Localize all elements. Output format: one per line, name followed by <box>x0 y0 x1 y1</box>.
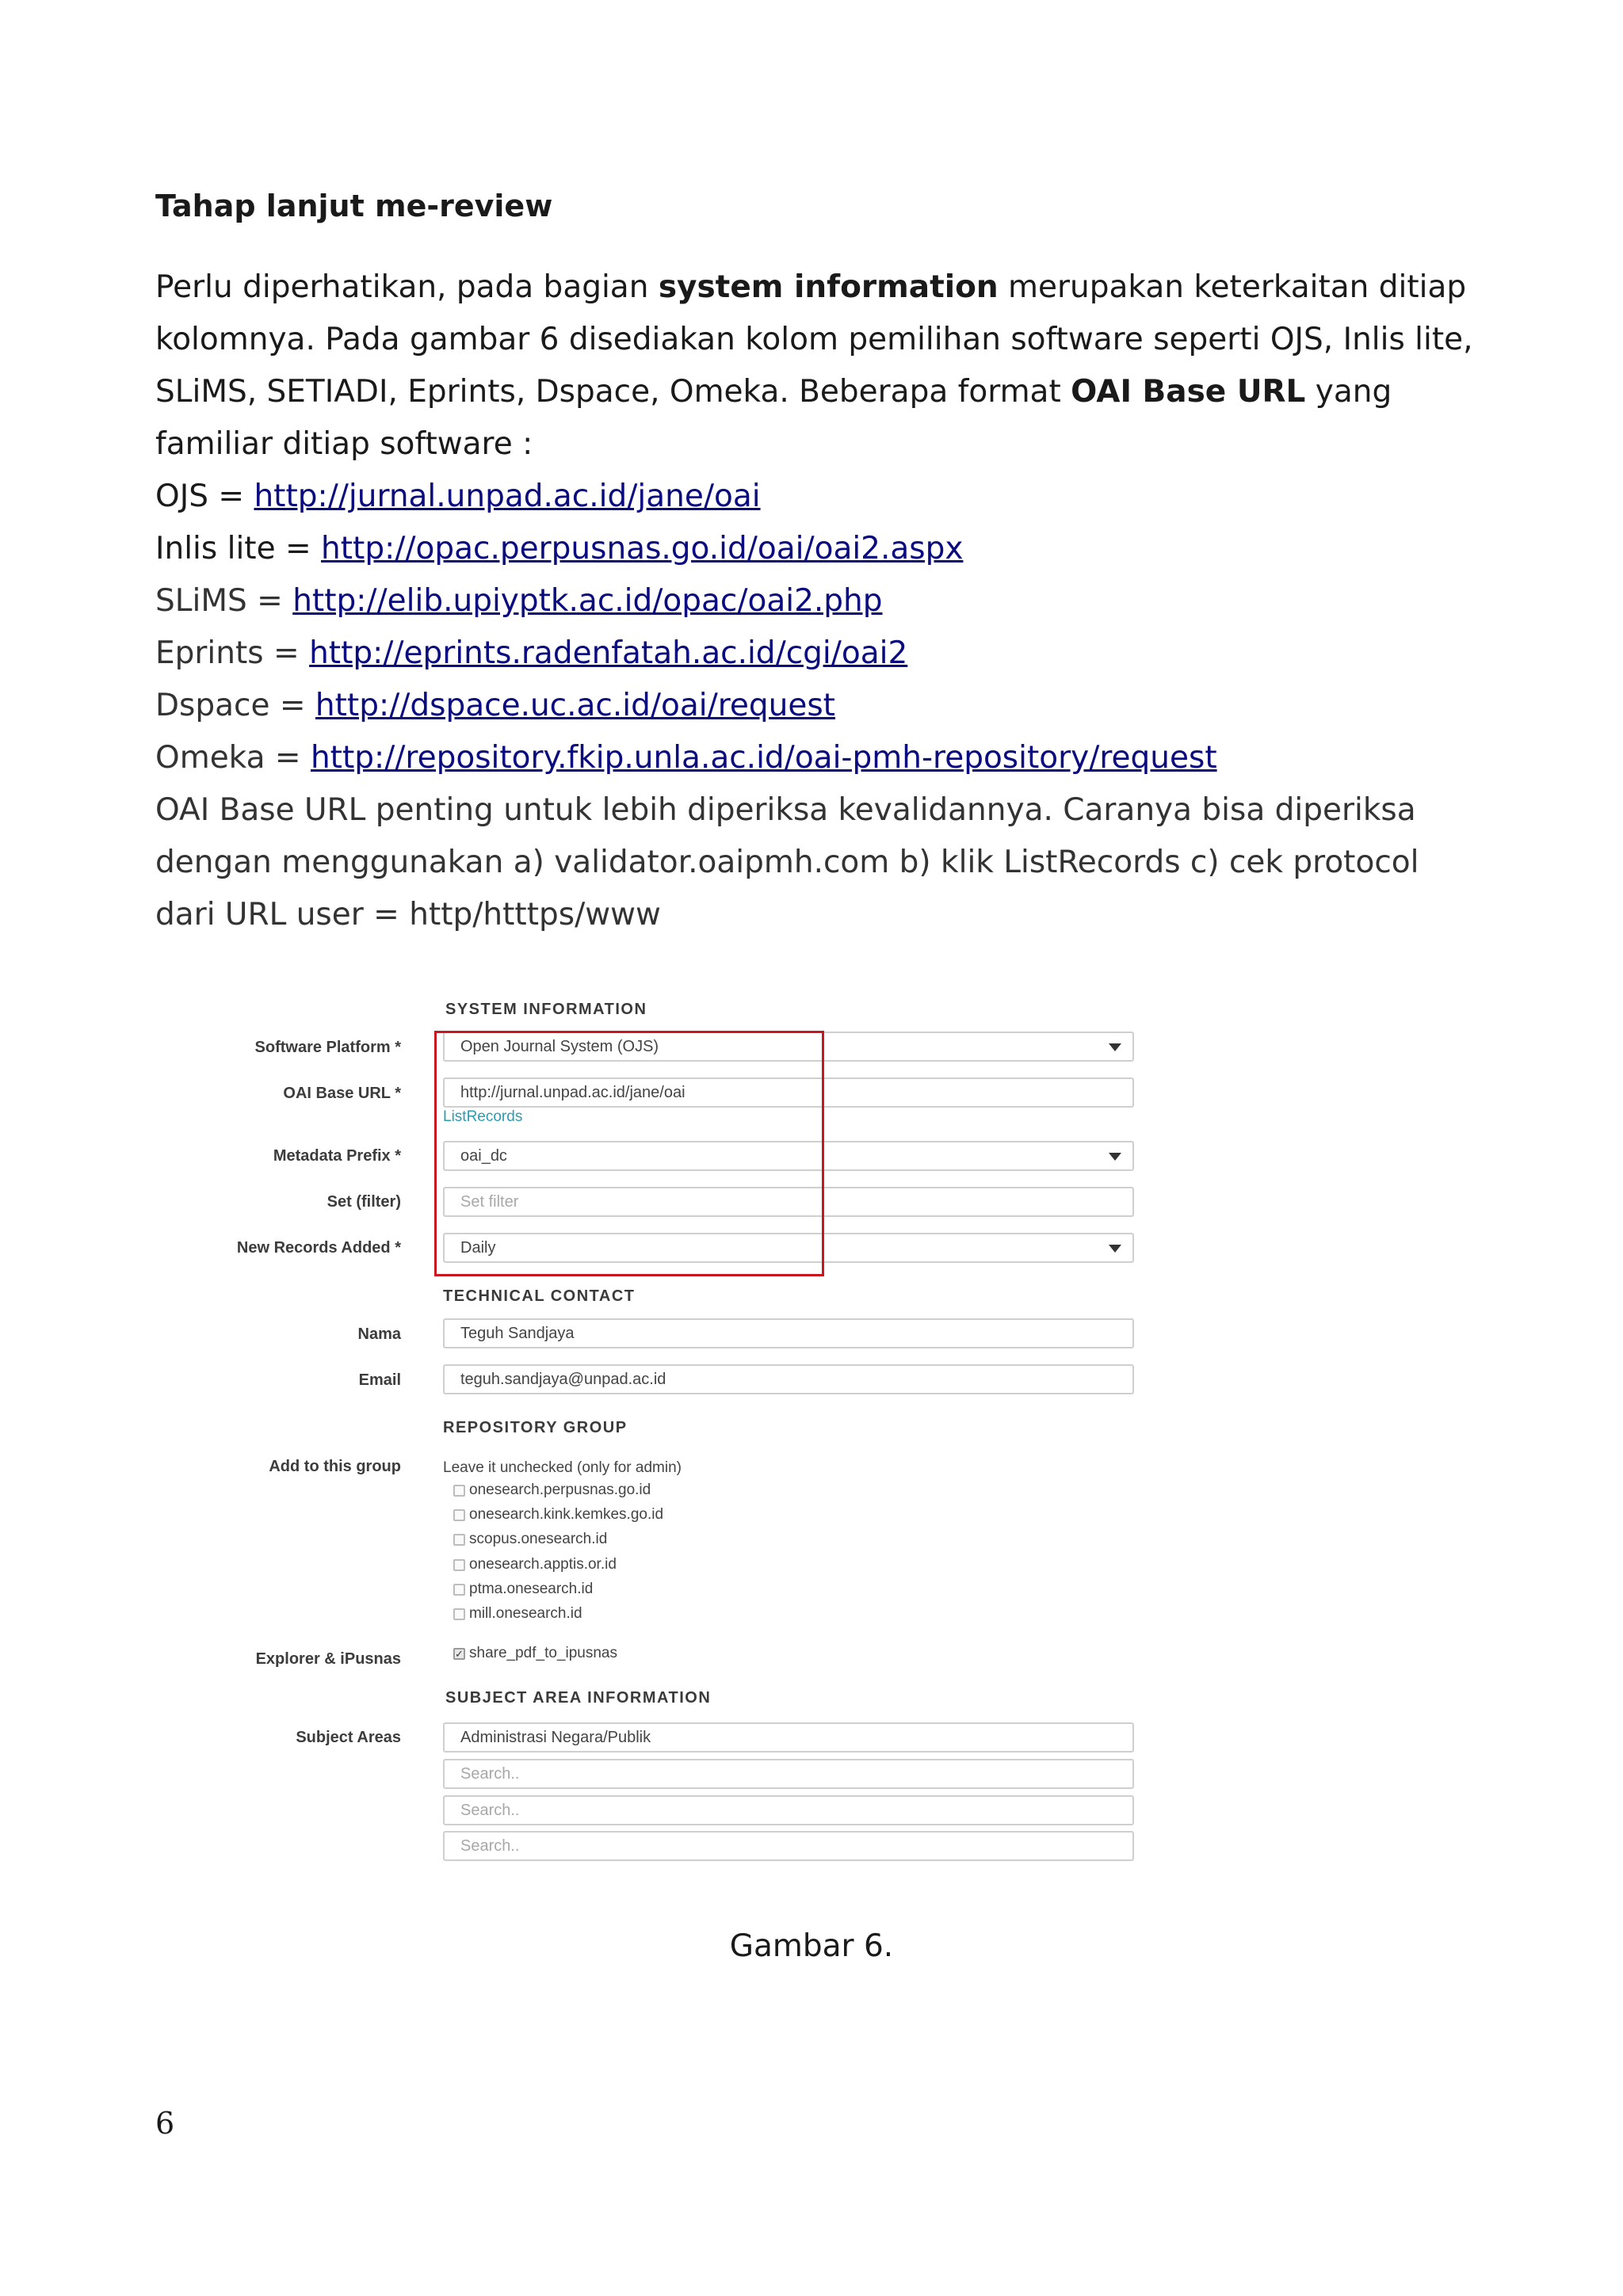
intro-bold-oai-base-url: OAI Base URL <box>1071 374 1306 410</box>
group-checkbox-row[interactable] <box>469 1555 617 1574</box>
intro-bold-system-information: system information <box>658 269 999 305</box>
metadata-prefix-value: oai_dc <box>460 1147 507 1165</box>
subject-search-input[interactable]: Search.. <box>443 1759 1134 1789</box>
url-line-omeka <box>155 732 1487 784</box>
group-option-label: onesearch.perpusnas.go.id <box>469 1482 651 1498</box>
figure-caption: Gambar 6. <box>729 1928 894 1964</box>
intro-text-1: Perlu diperhatikan, pada bagian <box>155 269 659 305</box>
url-line-slims <box>155 575 1487 627</box>
oai-base-url-label: OAI Base URL * <box>283 1085 401 1102</box>
section-title-repository-group: REPOSITORY GROUP <box>443 1419 628 1436</box>
email-label: Email <box>358 1371 401 1389</box>
software-platform-value: Open Journal System (OJS) <box>460 1038 659 1055</box>
group-option-label: onesearch.apptis.or.id <box>469 1556 617 1573</box>
subject-areas-label: Subject Areas <box>296 1729 401 1746</box>
list-records-link[interactable]: ListRecords <box>443 1108 523 1125</box>
section-heading: Tahap lanjut me-review <box>155 189 553 223</box>
subject-search-input[interactable]: Search.. <box>443 1795 1134 1825</box>
chevron-down-icon <box>1109 1043 1121 1051</box>
group-checkbox-row[interactable] <box>469 1580 593 1599</box>
group-option-label: mill.onesearch.id <box>469 1605 582 1622</box>
share-pdf-checkbox-row[interactable] <box>455 1644 617 1663</box>
figure-system-information-form <box>187 986 1193 1866</box>
group-checkbox-row[interactable] <box>469 1505 663 1524</box>
group-checkbox-row[interactable] <box>469 1530 607 1549</box>
intro-text-3: yang familiar ditiap software : <box>155 374 1392 462</box>
url-link[interactable]: http://opac.perpusnas.go.id/oai/oai2.aspx <box>321 531 964 566</box>
group-option-label: scopus.onesearch.id <box>469 1531 608 1547</box>
url-link[interactable]: http://dspace.uc.ac.id/oai/request <box>315 688 835 723</box>
chevron-down-icon <box>1109 1153 1121 1161</box>
section-title-subject-area: SUBJECT AREA INFORMATION <box>445 1689 712 1707</box>
share-pdf-label: share_pdf_to_ipusnas <box>469 1645 617 1661</box>
url-label: SLiMS = <box>155 583 293 619</box>
group-note: Leave it unchecked (only for admin) <box>443 1459 682 1476</box>
closing-paragraph: OAI Base URL penting untuk lebih diperiksa kevalidannya. Caranya bisa diperiksa dengan menggunakan a) validator.oaipmh.com b) klik ListRecords c) cek protocol dari URL user = http/htttps/www <box>155 792 1419 933</box>
checkbox[interactable] <box>453 1584 465 1596</box>
add-to-group-label: Add to this group <box>269 1458 401 1475</box>
oai-base-url-input[interactable]: http://jurnal.unpad.ac.id/jane/oai <box>443 1077 1134 1108</box>
page-number: 6 <box>155 2106 175 2141</box>
explorer-ipusnas-label: Explorer & iPusnas <box>255 1650 401 1668</box>
set-filter-input[interactable]: Set filter <box>443 1187 1134 1217</box>
subject-search-input[interactable]: Search.. <box>443 1831 1134 1861</box>
url-link[interactable]: http://eprints.radenfatah.ac.id/cgi/oai2 <box>309 635 908 671</box>
url-label: OJS = <box>155 479 254 514</box>
group-option-label: ptma.onesearch.id <box>469 1581 594 1597</box>
url-line-ojs <box>155 471 1487 523</box>
checkbox[interactable] <box>453 1485 465 1497</box>
url-link[interactable]: http://jurnal.unpad.ac.id/jane/oai <box>254 479 761 514</box>
section-title-technical-contact: TECHNICAL CONTACT <box>443 1287 636 1305</box>
new-records-added-value: Daily <box>460 1239 496 1257</box>
group-checkbox-row[interactable] <box>469 1481 651 1500</box>
group-checkbox-row[interactable] <box>469 1604 582 1623</box>
checkbox[interactable] <box>453 1509 465 1521</box>
software-platform-label: Software Platform * <box>254 1039 401 1056</box>
metadata-prefix-label: Metadata Prefix * <box>273 1147 401 1165</box>
subject-area-input[interactable]: Administrasi Negara/Publik <box>443 1722 1134 1753</box>
checkmark-icon[interactable]: ✓ <box>453 1648 465 1660</box>
intro-paragraph <box>155 261 1487 471</box>
url-label: Dspace = <box>155 688 315 723</box>
url-label: Omeka = <box>155 740 311 776</box>
section-title-system-information: SYSTEM INFORMATION <box>445 1001 647 1018</box>
intro-text-2: merupakan keterkaitan ditiap kolomnya. Pada gambar 6 disediakan kolom pemilihan software seperti OJS, Inlis lite, SLiMS, SETIADI, Eprints, Dspace, Omeka. Beberapa format <box>155 269 1473 410</box>
new-records-added-label: New Records Added * <box>236 1239 401 1257</box>
url-label: Inlis lite = <box>155 531 322 566</box>
checkbox[interactable] <box>453 1559 465 1571</box>
url-line-eprints <box>155 627 1487 680</box>
checkbox[interactable] <box>453 1608 465 1620</box>
set-filter-label: Set (filter) <box>327 1193 401 1211</box>
url-link[interactable]: http://repository.fkip.unla.ac.id/oai-pmh-repository/request <box>310 740 1217 776</box>
chevron-down-icon <box>1109 1245 1121 1253</box>
checkbox[interactable] <box>453 1534 465 1546</box>
url-line-inlis <box>155 523 1487 575</box>
nama-label: Nama <box>357 1325 401 1343</box>
document-body <box>155 182 1487 941</box>
highlight-box <box>434 1031 824 1276</box>
nama-input[interactable]: Teguh Sandjaya <box>443 1318 1134 1348</box>
url-label: Eprints = <box>155 635 310 671</box>
url-link[interactable]: http://elib.upiyptk.ac.id/opac/oai2.php <box>292 583 883 619</box>
url-line-dspace <box>155 680 1487 732</box>
email-input[interactable]: teguh.sandjaya@unpad.ac.id <box>443 1364 1134 1394</box>
group-option-label: onesearch.kink.kemkes.go.id <box>469 1506 664 1523</box>
